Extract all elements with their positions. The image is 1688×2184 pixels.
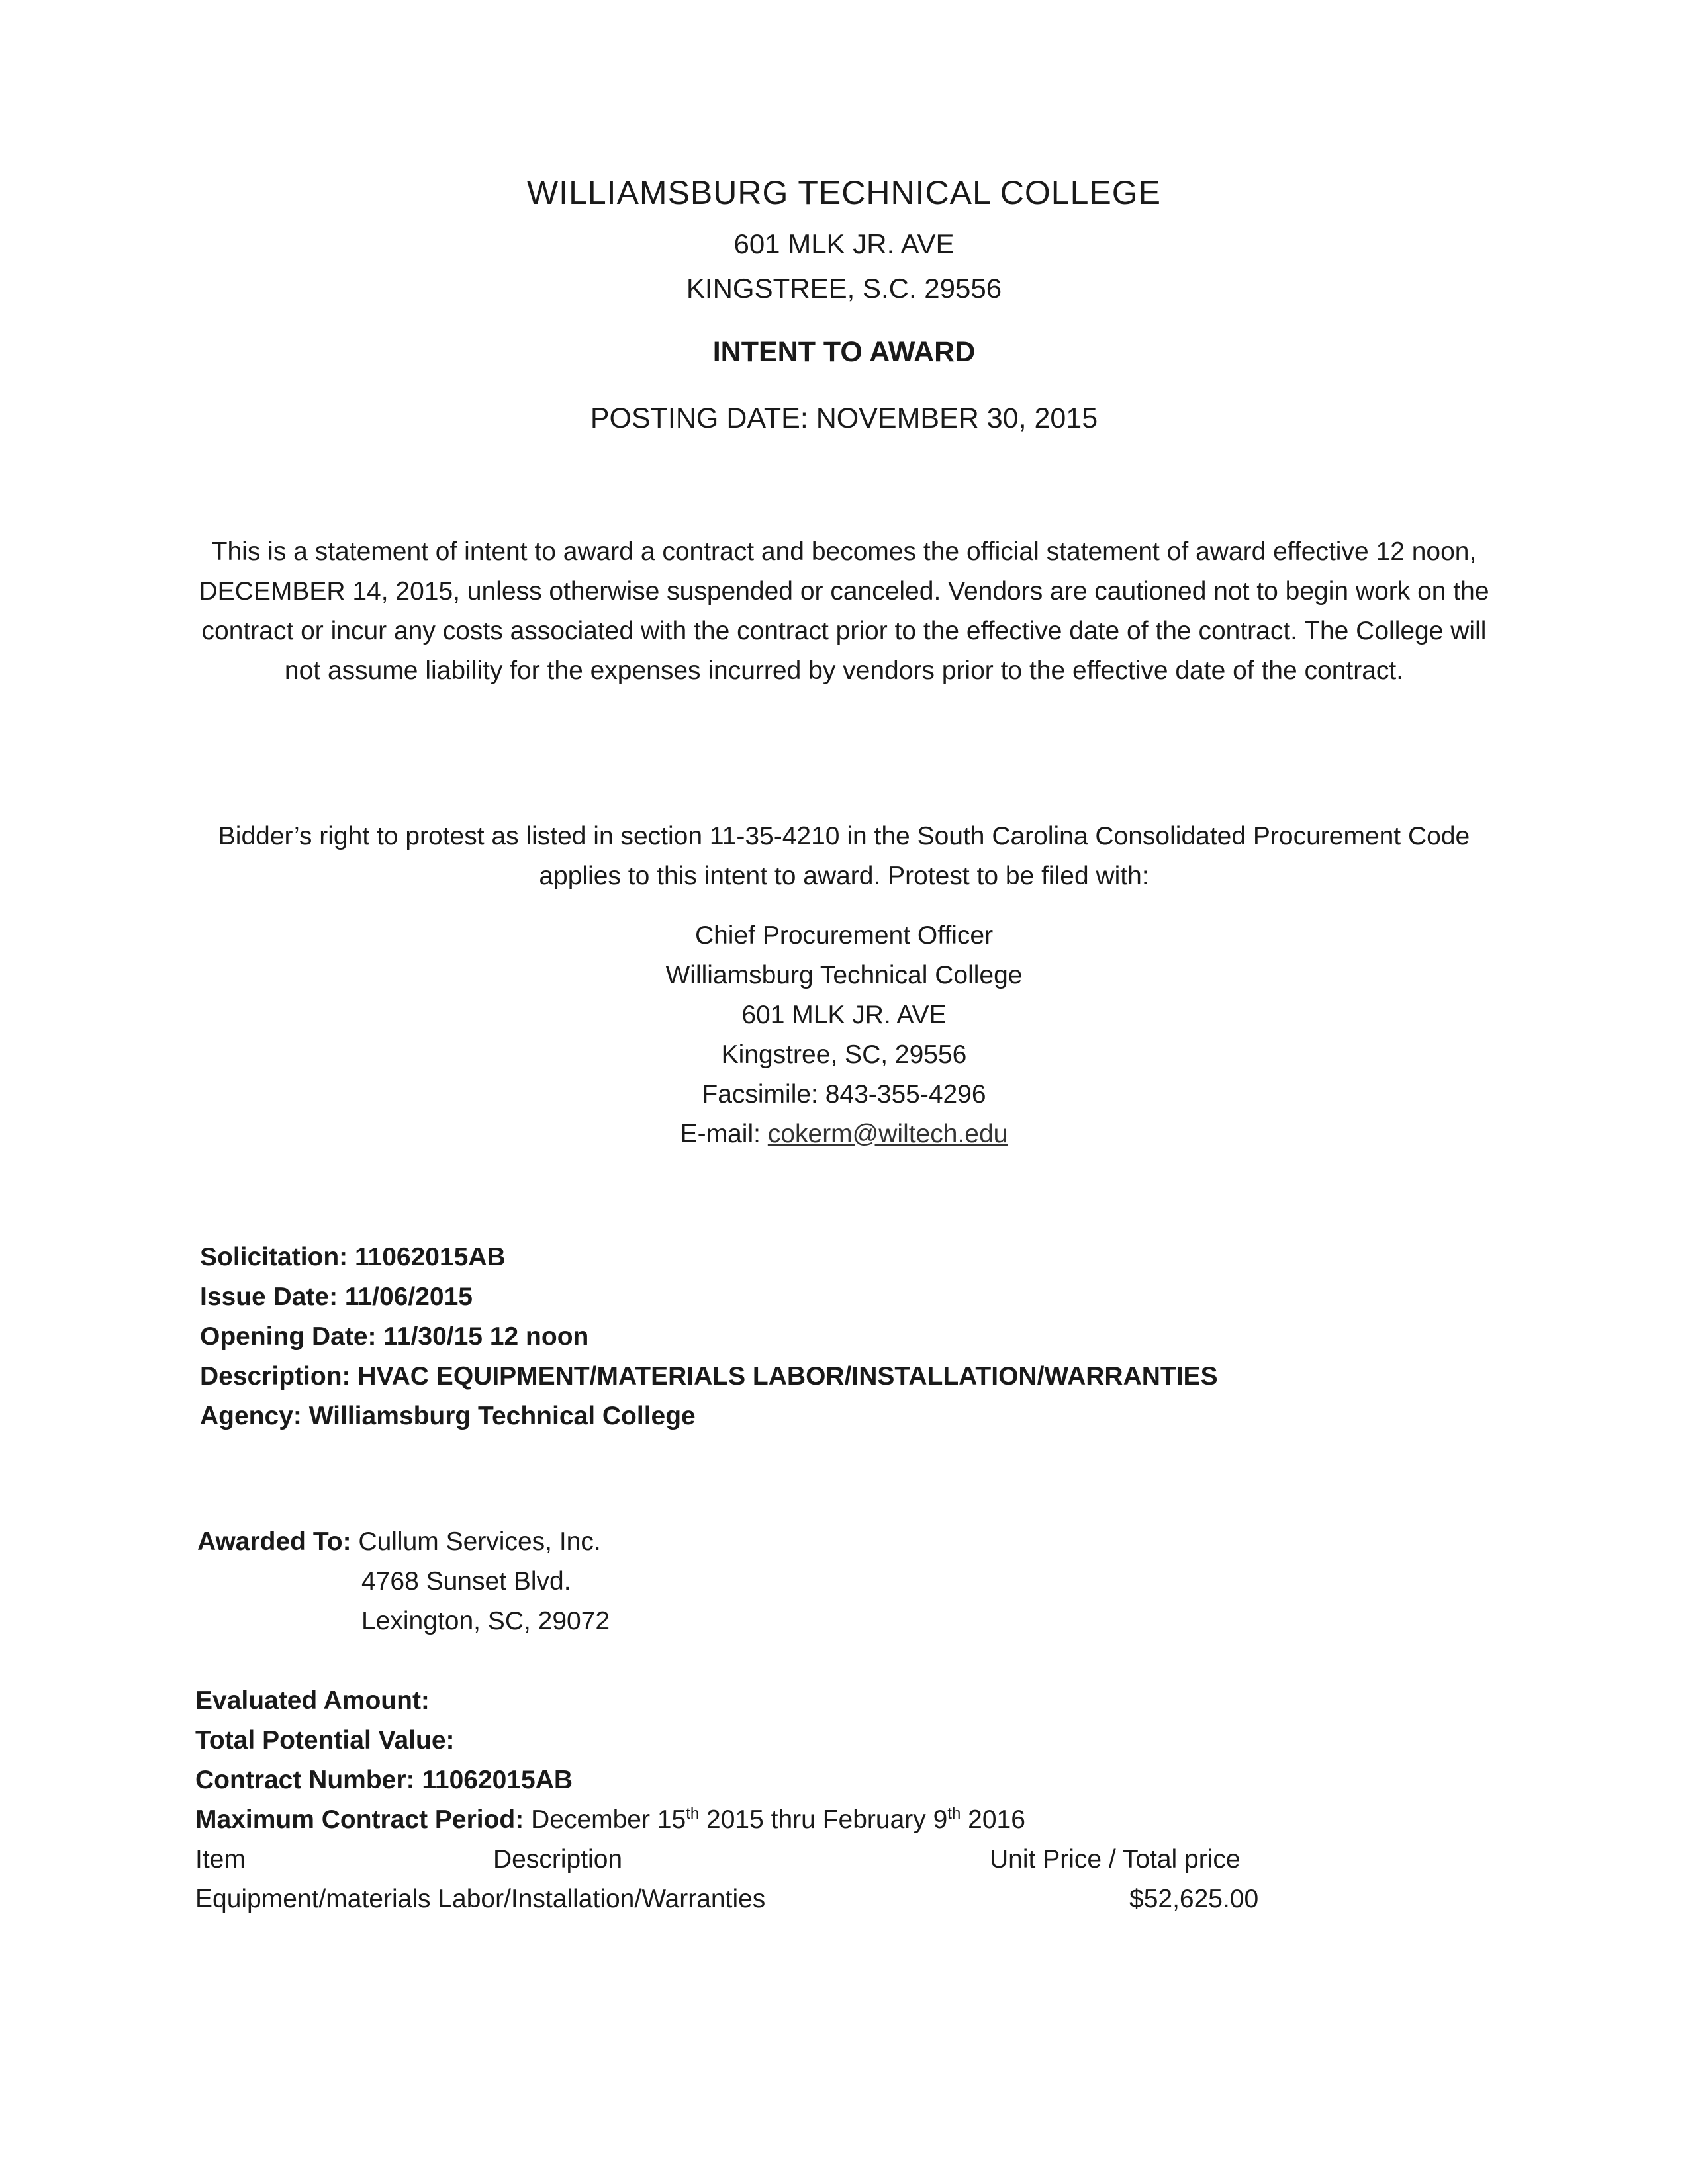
solicitation-details (200, 1238, 1218, 1436)
college-name: WILLIAMSBURG TECHNICAL COLLEGE (526, 174, 1161, 211)
vendor-name: Cullum Services, Inc. (351, 1527, 601, 1556)
vendor-street: 4768 Sunset Blvd. (361, 1567, 571, 1596)
period-end: 2016 (961, 1805, 1025, 1834)
email-label: E-mail: (680, 1120, 768, 1148)
col-price-header: Unit Price / Total price (990, 1845, 1241, 1874)
item-header-row (195, 1840, 1321, 1880)
awarded-to-label: Awarded To: (197, 1527, 352, 1556)
contact-facsimile: Facsimile: 843-355-4296 (702, 1080, 986, 1109)
notice-title: INTENT TO AWARD (712, 336, 976, 368)
college-address-street: 601 MLK JR. AVE (733, 228, 955, 259)
intent-statement: This is a statement of intent to award a contract and becomes the official statement of award effective 12 noon, DECEMBER 14, 2015, unless otherwise suspended or canceled. Vendors are cautioned not to begin work on the contract or incur any costs associated with the contract prior to the effective date of the contract. The College will not assume liability for the expenses incurred by vendors prior to the effective date of the contract. (199, 537, 1489, 685)
contact-city: Kingstree, SC, 29556 (721, 1040, 967, 1069)
vendor-city: Lexington, SC, 29072 (361, 1607, 610, 1635)
posting-date: POSTING DATE: NOVEMBER 30, 2015 (590, 402, 1098, 434)
contact-title: Chief Procurement Officer (694, 921, 994, 950)
email-link[interactable]: cokerm@wiltech.edu (767, 1120, 1008, 1148)
contract-period-label: Maximum Contract Period: (195, 1805, 524, 1834)
contract-period (195, 1800, 1321, 1840)
solicitation-description: Description: HVAC EQUIPMENT/MATERIALS LABOR/INSTALLATION/WARRANTIES (200, 1362, 1218, 1390)
agency: Agency: Williamsburg Technical College (200, 1402, 696, 1430)
period-start-suffix: th (686, 1805, 700, 1823)
issue-date: Issue Date: 11/06/2015 (200, 1283, 473, 1311)
contact-org: Williamsburg Technical College (665, 961, 1023, 989)
awarded-to-line (197, 1522, 610, 1562)
line-price: $52,625.00 (1129, 1885, 1259, 1913)
solicitation-number: Solicitation: 11062015AB (200, 1243, 506, 1271)
college-address-city: KINGSTREE, S.C. 29556 (686, 273, 1002, 304)
line-description: Equipment/materials Labor/Installation/Warranties (195, 1885, 766, 1913)
evaluated-amount: Evaluated Amount: (195, 1686, 430, 1715)
item-line-row (195, 1880, 1321, 1919)
col-item-header: Item (195, 1845, 246, 1874)
period-start: December 15 (524, 1805, 686, 1834)
contact-street: 601 MLK JR. AVE (741, 1001, 947, 1029)
opening-date: Opening Date: 11/30/15 12 noon (200, 1322, 589, 1351)
contact-email-line (0, 1115, 1688, 1154)
protest-statement: Bidder’s right to protest as listed in section 11-35-4210 in the South Carolina Consolidated Procurement Code applies to this intent to award. Protest to be filed with: (218, 822, 1470, 890)
period-mid: 2015 thru February 9 (699, 1805, 948, 1834)
award-block (197, 1522, 610, 1641)
total-potential-value: Total Potential Value: (195, 1726, 455, 1754)
contract-number: Contract Number: 11062015AB (195, 1766, 573, 1794)
period-end-suffix: th (947, 1805, 961, 1823)
protest-contact-block (0, 916, 1688, 1154)
col-description-header: Description (493, 1845, 623, 1874)
contract-block (195, 1681, 1321, 1919)
